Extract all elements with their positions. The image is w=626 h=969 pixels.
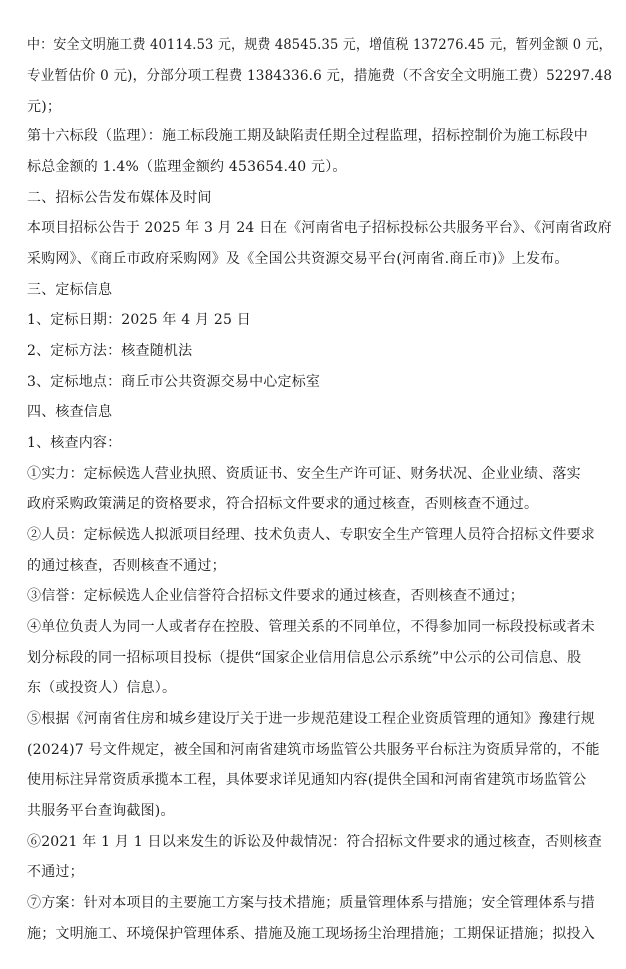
text-line: 使用标注异常资质承揽本工程，具体要求详见通知内容(提供全国和河南省建筑市场监管公 — [27, 772, 587, 788]
text-line: (2024)7 号文件规定，被全国和河南省建筑市场监管公共服务平台标注为资质异常的，不能 — [27, 742, 600, 758]
text-line: ②人员：定标候选人拟派项目经理、技术负责人、专职安全生产管理人员符合招标文件要求 — [27, 527, 595, 543]
text-line: 标总金额的 1.4%（监理金额约 453654.40 元）。 — [27, 159, 347, 175]
text-line: 2、定标方法：核查随机法 — [27, 343, 193, 359]
text-line: 施；文明施工、环境保护管理体系、措施及施工现场扬尘治理措施；工期保证措施；拟投入 — [27, 926, 595, 942]
section-heading: 二、招标公告发布媒体及时间 — [27, 190, 212, 206]
section-heading: 三、定标信息 — [27, 282, 113, 298]
section-heading: 四、核查信息 — [27, 404, 113, 420]
text-line: ①实力：定标候选人营业执照、资质证书、安全生产许可证、财务状况、企业业绩、落实 — [27, 466, 581, 482]
text-line: 采购网》、《商丘市政府采购网》及《全国公共资源交易平台(河南省.商丘市)》上发布。 — [27, 251, 569, 267]
text-line: 政府采购政策满足的资格要求，符合招标文件要求的通过核查，否则核查不通过。 — [27, 496, 539, 512]
text-line: 第十六标段（监理）：施工标段施工期及缺陷责任期全过程监理，招标控制价为施工标段中 — [27, 128, 588, 144]
text-line: 共服务平台查询截图)。 — [27, 803, 175, 819]
text-line: ④单位负责人为同一人或者存在控股、管理关系的不同单位，不得参加同一标段投标或者未 — [27, 619, 595, 635]
text-line: 的通过核查，否则核查不通过； — [27, 558, 226, 574]
text-line: 3、定标地点：商丘市公共资源交易中心定标室 — [27, 374, 321, 390]
text-line: 元)； — [27, 99, 62, 115]
text-line: ⑥2021 年 1 月 1 日以来发生的诉讼及仲裁情况：符合招标文件要求的通过核查，否则核查 — [27, 834, 602, 850]
text-line: 1、定标日期：2025 年 4 月 25 日 — [27, 312, 251, 328]
text-line: 专业暂估价 0 元)，分部分项工程费 1384336.6 元，措施费（不含安全文明施工费）52297.48 — [27, 68, 613, 84]
text-line: ⑦方案：针对本项目的主要施工方案与技术措施；质量管理体系与措施；安全管理体系与措 — [27, 895, 595, 911]
text-line: 划分标段的同一招标项目投标（提供“国家企业信用信息公示系统”中公示的公司信息、股 — [27, 650, 582, 666]
text-line: 不通过； — [27, 864, 84, 880]
text-line: 中：安全文明施工费 40114.53 元，规费 48545.35 元，增值税 137276.45 元，暂列金额 0 元， — [27, 37, 612, 53]
text-line: ③信誉：定标候选人企业信誉符合招标文件要求的通过核查，否则核查不通过； — [27, 588, 524, 604]
text-line: 本项目招标公告于 2025 年 3 月 24 日在《河南省电子招标投标公共服务平台》、《河南省政府 — [27, 220, 612, 236]
text-line: 1、核查内容： — [27, 435, 122, 451]
text-line: 东（或投资人）信息）。 — [27, 680, 177, 696]
text-line: ⑤根据《河南省住房和城乡建设厅关于进一步规范建设工程企业资质管理的通知》豫建行规 — [27, 711, 595, 727]
